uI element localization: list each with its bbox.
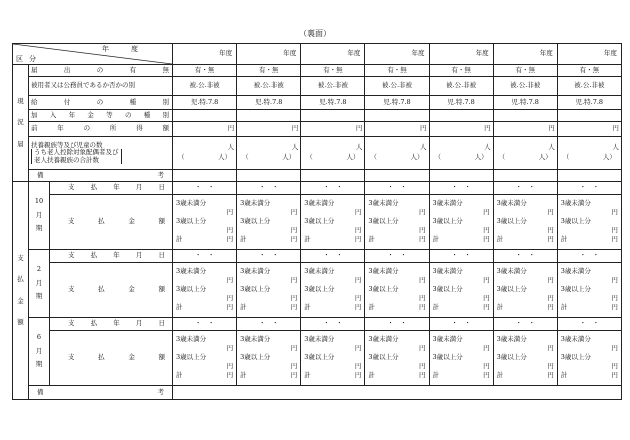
pay-amount-cell — [173, 195, 237, 250]
pay-date-value: ・ ・ — [237, 182, 301, 195]
pay-date-value: ・ ・ — [365, 318, 429, 331]
pay-line-unit: 円 — [419, 370, 426, 379]
pay-amount-cell — [237, 195, 301, 250]
pay-line-label: 3歳以上分 — [176, 284, 207, 293]
pay-line-unit: 円 — [611, 207, 618, 216]
header-cell — [13, 44, 173, 65]
pay-amount-cell — [301, 331, 365, 386]
pay-date-value: ・ ・ — [557, 182, 621, 195]
pay-line-unit: 円 — [483, 343, 490, 352]
pay-line-unit: 円 — [354, 361, 362, 370]
pay-line-label: 3歳以上分 — [368, 216, 399, 225]
pay-line-unit: 円 — [611, 293, 618, 302]
pay-line-unit: 円 — [611, 275, 618, 284]
pay-amount-cell — [173, 331, 237, 386]
pay-line-unit: 円 — [419, 343, 426, 352]
pay-line-label: 3歳未満分 — [432, 198, 463, 207]
pay-line-label: 計 — [240, 302, 247, 311]
pay-line-label: 3歳以上分 — [496, 284, 527, 293]
pay-line-unit: 円 — [290, 370, 298, 379]
pay-line-label: 計 — [496, 302, 504, 311]
status-value-hiyosha: 被.公.非被 — [173, 77, 237, 96]
status-value-nenkin — [301, 110, 365, 122]
status-value-todoke: 有・無 — [237, 65, 301, 77]
pay-line-unit: 円 — [290, 293, 298, 302]
pay-line-label: 計 — [368, 302, 375, 311]
pay-date-value: ・ ・ — [173, 318, 237, 331]
pay-line-unit: 円 — [354, 293, 362, 302]
pay-amount-cell — [557, 331, 621, 386]
status-value-kyufu: 児.特.7.8 — [429, 96, 493, 110]
pay-line-unit: 円 — [483, 302, 490, 311]
status-value-todoke: 有・無 — [301, 65, 365, 77]
status-label-nenkin: 加入年金等の種別 — [29, 110, 173, 122]
pay-amount-cell — [429, 331, 493, 386]
pay-line-label: 計 — [368, 234, 375, 243]
pay-line-label: 3歳未満分 — [496, 334, 527, 343]
fuyo-label-1: 扶養親族等及び児童の数 — [31, 140, 103, 149]
status-value-fuyo: 人 （ 人） — [173, 137, 237, 170]
pay-line-unit: 円 — [547, 302, 554, 311]
pay-line-label: 計 — [560, 234, 568, 243]
pay-line-unit: 円 — [354, 370, 362, 379]
status-value-shotoku: 円 — [429, 122, 493, 137]
pay-date-value: ・ ・ — [301, 318, 365, 331]
year-cell: 年度 — [429, 44, 493, 65]
pay-line-label: 3歳未満分 — [560, 198, 591, 207]
pay-line-label: 3歳以上分 — [432, 216, 463, 225]
pay-line-label: 計 — [560, 370, 568, 379]
pay-line-label: 3歳未満分 — [176, 266, 207, 275]
status-value-biko — [557, 170, 621, 182]
status-value-biko — [237, 170, 301, 182]
pay-line-unit: 円 — [483, 234, 490, 243]
pay-line-unit: 円 — [547, 370, 554, 379]
payment-biko-label: 備 考 — [29, 386, 173, 400]
pay-date-label: 支払年月日 — [50, 182, 173, 195]
status-value-shotoku: 円 — [493, 122, 557, 137]
pay-date-value: ・ ・ — [557, 318, 621, 331]
year-cell: 年度 — [301, 44, 365, 65]
pay-line-label: 3歳未満分 — [304, 334, 335, 343]
status-value-shotoku: 円 — [237, 122, 301, 137]
pay-line-label: 3歳以上分 — [176, 216, 207, 225]
pay-amount-cell — [365, 195, 429, 250]
pay-line-unit: 円 — [483, 370, 490, 379]
pay-line-label: 3歳以上分 — [240, 216, 271, 225]
pay-line-label: 計 — [240, 234, 247, 243]
pay-line-label: 3歳以上分 — [496, 352, 527, 361]
pay-line-label: 3歳以上分 — [304, 284, 335, 293]
pay-line-label: 3歳未満分 — [176, 198, 207, 207]
pay-line-unit: 円 — [547, 275, 554, 284]
pay-date-value: ・ ・ — [429, 182, 493, 195]
pay-line-label: 3歳以上分 — [368, 284, 399, 293]
pay-line-label: 3歳以上分 — [304, 216, 335, 225]
status-label-biko: 備 考 — [29, 170, 173, 182]
status-label-todoke: 届出の有無 — [29, 65, 173, 77]
pay-line-label: 3歳未満分 — [560, 334, 591, 343]
pay-line-label: 3歳以上分 — [240, 284, 271, 293]
pay-date-value: ・ ・ — [429, 250, 493, 263]
pay-amount-cell — [237, 331, 301, 386]
period-month-label: 6 月 期 — [29, 318, 50, 386]
pay-line-unit: 円 — [290, 234, 298, 243]
pay-line-unit: 円 — [419, 293, 426, 302]
pay-amount-cell — [237, 263, 301, 318]
pay-line-unit: 円 — [547, 361, 554, 370]
status-label-shotoku: 前年の所得額 — [29, 122, 173, 137]
pay-amount-cell — [173, 263, 237, 318]
pay-line-label: 3歳未満分 — [560, 266, 591, 275]
pay-line-unit: 円 — [226, 234, 234, 243]
pay-line-unit: 円 — [611, 361, 618, 370]
pay-amount-label: 支払金額 — [50, 195, 173, 250]
pay-line-unit: 円 — [547, 234, 554, 243]
pay-amount-cell — [365, 263, 429, 318]
pay-line-unit: 円 — [419, 361, 426, 370]
pay-date-value: ・ ・ — [173, 250, 237, 263]
status-value-hiyosha: 被.公.非被 — [237, 77, 301, 96]
status-value-kyufu: 児.特.7.8 — [365, 96, 429, 110]
status-value-todoke: 有・無 — [429, 65, 493, 77]
pay-line-label: 計 — [432, 234, 440, 243]
pay-amount-cell — [493, 195, 557, 250]
pay-line-unit: 円 — [611, 302, 618, 311]
pay-line-label: 計 — [176, 302, 183, 311]
pay-line-unit: 円 — [483, 293, 490, 302]
pay-line-label: 計 — [432, 370, 440, 379]
pay-line-label: 3歳以上分 — [560, 284, 591, 293]
pay-line-label: 計 — [368, 370, 375, 379]
pay-date-value: ・ ・ — [237, 250, 301, 263]
status-value-kyufu: 児.特.7.8 — [493, 96, 557, 110]
pay-line-unit: 円 — [290, 302, 298, 311]
pay-date-value: ・ ・ — [493, 250, 557, 263]
pay-amount-cell — [365, 331, 429, 386]
pay-line-unit: 円 — [290, 207, 298, 216]
pay-line-unit: 円 — [226, 343, 234, 352]
year-cell: 年度 — [557, 44, 621, 65]
status-value-kyufu: 児.特.7.8 — [557, 96, 621, 110]
pay-line-label: 計 — [432, 302, 440, 311]
pay-line-label: 3歳以上分 — [560, 216, 591, 225]
pay-line-unit: 円 — [290, 225, 298, 234]
header-kubun: 区分 — [16, 54, 42, 63]
payment-biko-value — [173, 386, 622, 400]
status-value-kyufu: 児.特.7.8 — [237, 96, 301, 110]
pay-line-unit: 円 — [419, 225, 426, 234]
pay-line-label: 3歳未満分 — [432, 334, 463, 343]
status-value-fuyo: 人 （ 人） — [493, 137, 557, 170]
pay-line-unit: 円 — [354, 234, 362, 243]
pay-line-unit: 円 — [354, 275, 362, 284]
year-cell: 年度 — [173, 44, 237, 65]
status-value-biko — [365, 170, 429, 182]
pay-date-value: ・ ・ — [493, 182, 557, 195]
pay-line-label: 計 — [496, 234, 504, 243]
year-cell: 年度 — [365, 44, 429, 65]
pay-line-unit: 円 — [547, 293, 554, 302]
pay-line-label: 計 — [496, 370, 504, 379]
status-value-hiyosha: 被.公.非被 — [301, 77, 365, 96]
status-value-nenkin — [557, 110, 621, 122]
pay-line-unit: 円 — [226, 293, 234, 302]
status-label-hiyosha: 被用者又は公務員であるか否かの別 — [29, 77, 173, 96]
pay-line-label: 3歳未満分 — [304, 198, 335, 207]
status-value-shotoku: 円 — [301, 122, 365, 137]
page-title: （裏面） — [299, 29, 331, 38]
pay-line-unit: 円 — [226, 302, 234, 311]
status-label-kyufu: 給付の種別 — [29, 96, 173, 110]
status-value-hiyosha: 被.公.非被 — [557, 77, 621, 96]
status-value-nenkin — [429, 110, 493, 122]
pay-line-unit: 円 — [290, 343, 298, 352]
pay-amount-cell — [557, 263, 621, 318]
pay-amount-cell — [493, 331, 557, 386]
pay-line-unit: 円 — [483, 361, 490, 370]
status-value-biko — [301, 170, 365, 182]
benefit-status-form — [12, 43, 622, 400]
pay-line-label: 計 — [304, 370, 311, 379]
pay-line-unit: 円 — [419, 275, 426, 284]
pay-amount-cell — [301, 195, 365, 250]
pay-line-unit: 円 — [419, 302, 426, 311]
status-value-biko — [493, 170, 557, 182]
status-value-fuyo: 人 （ 人） — [429, 137, 493, 170]
pay-amount-cell — [429, 195, 493, 250]
pay-line-unit: 円 — [226, 361, 234, 370]
pay-line-unit: 円 — [354, 225, 362, 234]
pay-amount-label: 支払金額 — [50, 331, 173, 386]
pay-line-unit: 円 — [547, 207, 554, 216]
pay-date-label: 支払年月日 — [50, 318, 173, 331]
pay-date-value: ・ ・ — [365, 182, 429, 195]
pay-line-unit: 円 — [611, 343, 618, 352]
pay-line-unit: 円 — [483, 207, 490, 216]
pay-line-label: 3歳未満分 — [240, 266, 271, 275]
pay-line-label: 3歳以上分 — [304, 352, 335, 361]
pay-line-label: 3歳未満分 — [176, 334, 207, 343]
fuyo-label-2: うち老人控除対象配偶者及び — [34, 148, 119, 157]
status-value-shotoku: 円 — [557, 122, 621, 137]
pay-line-label: 計 — [304, 302, 311, 311]
year-cell: 年度 — [237, 44, 301, 65]
pay-line-label: 3歳以上分 — [368, 352, 399, 361]
pay-line-label: 計 — [176, 370, 183, 379]
pay-line-label: 3歳未満分 — [496, 266, 527, 275]
pay-line-unit: 円 — [226, 370, 234, 379]
status-value-todoke: 有・無 — [493, 65, 557, 77]
pay-line-label: 3歳未満分 — [496, 198, 527, 207]
pay-line-label: 3歳以上分 — [560, 352, 591, 361]
status-value-kyufu: 児.特.7.8 — [173, 96, 237, 110]
status-value-todoke: 有・無 — [557, 65, 621, 77]
status-value-fuyo: 人 （ 人） — [557, 137, 621, 170]
pay-date-value: ・ ・ — [237, 318, 301, 331]
status-value-nenkin — [237, 110, 301, 122]
pay-amount-cell — [493, 263, 557, 318]
pay-date-value: ・ ・ — [429, 318, 493, 331]
status-value-kyufu: 児.特.7.8 — [301, 96, 365, 110]
pay-line-label: 3歳未満分 — [432, 266, 463, 275]
pay-date-value: ・ ・ — [301, 250, 365, 263]
status-value-nenkin — [173, 110, 237, 122]
status-value-biko — [173, 170, 237, 182]
pay-date-value: ・ ・ — [301, 182, 365, 195]
pay-line-unit: 円 — [290, 275, 298, 284]
pay-line-unit: 円 — [226, 225, 234, 234]
period-month-label: 2 月 期 — [29, 250, 50, 318]
pay-line-unit: 円 — [354, 302, 362, 311]
status-value-todoke: 有・無 — [173, 65, 237, 77]
pay-line-label: 3歳未満分 — [368, 266, 399, 275]
status-value-shotoku: 円 — [365, 122, 429, 137]
pay-line-label: 3歳以上分 — [240, 352, 271, 361]
pay-line-label: 3歳以上分 — [496, 216, 527, 225]
status-section-label: 現 況 届 — [13, 65, 29, 182]
payment-section-label: 支 払 金 額 — [13, 182, 29, 400]
pay-line-unit: 円 — [226, 207, 234, 216]
pay-line-unit: 円 — [226, 275, 234, 284]
pay-line-label: 3歳未満分 — [240, 198, 271, 207]
status-value-fuyo: 人 （ 人） — [237, 137, 301, 170]
pay-line-unit: 円 — [611, 225, 618, 234]
status-value-hiyosha: 被.公.非被 — [493, 77, 557, 96]
status-value-biko — [429, 170, 493, 182]
pay-line-label: 計 — [240, 370, 247, 379]
pay-line-label: 計 — [176, 234, 183, 243]
pay-line-unit: 円 — [611, 370, 618, 379]
pay-line-label: 3歳未満分 — [368, 198, 399, 207]
pay-date-value: ・ ・ — [493, 318, 557, 331]
pay-line-unit: 円 — [611, 234, 618, 243]
pay-line-unit: 円 — [547, 225, 554, 234]
year-cell: 年度 — [493, 44, 557, 65]
pay-amount-label: 支払金額 — [50, 263, 173, 318]
pay-date-label: 支払年月日 — [50, 250, 173, 263]
period-month-label: 10 月 期 — [29, 182, 50, 250]
status-value-hiyosha: 被.公.非被 — [365, 77, 429, 96]
status-label-fuyo — [29, 137, 173, 170]
pay-line-label: 3歳以上分 — [432, 352, 463, 361]
pay-amount-cell — [557, 195, 621, 250]
pay-line-label: 3歳未満分 — [304, 266, 335, 275]
pay-amount-cell — [429, 263, 493, 318]
fuyo-label-3: 老人扶養親族の合計数 — [34, 155, 99, 164]
pay-line-unit: 円 — [354, 207, 362, 216]
pay-amount-cell — [301, 263, 365, 318]
pay-date-value: ・ ・ — [365, 250, 429, 263]
pay-line-label: 3歳以上分 — [176, 352, 207, 361]
pay-line-label: 計 — [304, 234, 311, 243]
pay-line-unit: 円 — [354, 343, 362, 352]
status-value-shotoku: 円 — [173, 122, 237, 137]
header-nendo: 年度 — [102, 45, 161, 53]
pay-date-value: ・ ・ — [173, 182, 237, 195]
pay-line-unit: 円 — [547, 343, 554, 352]
status-value-nenkin — [365, 110, 429, 122]
pay-line-label: 3歳未満分 — [368, 334, 399, 343]
status-value-todoke: 有・無 — [365, 65, 429, 77]
pay-line-label: 3歳未満分 — [240, 334, 271, 343]
status-value-nenkin — [493, 110, 557, 122]
pay-line-label: 3歳以上分 — [432, 284, 463, 293]
pay-date-value: ・ ・ — [557, 250, 621, 263]
pay-line-unit: 円 — [419, 234, 426, 243]
pay-line-label: 計 — [560, 302, 568, 311]
status-value-fuyo: 人 （ 人） — [301, 137, 365, 170]
pay-line-unit: 円 — [483, 275, 490, 284]
status-value-fuyo: 人 （ 人） — [365, 137, 429, 170]
status-value-hiyosha: 被.公.非被 — [429, 77, 493, 96]
pay-line-unit: 円 — [483, 225, 490, 234]
pay-line-unit: 円 — [419, 207, 426, 216]
pay-line-unit: 円 — [290, 361, 298, 370]
